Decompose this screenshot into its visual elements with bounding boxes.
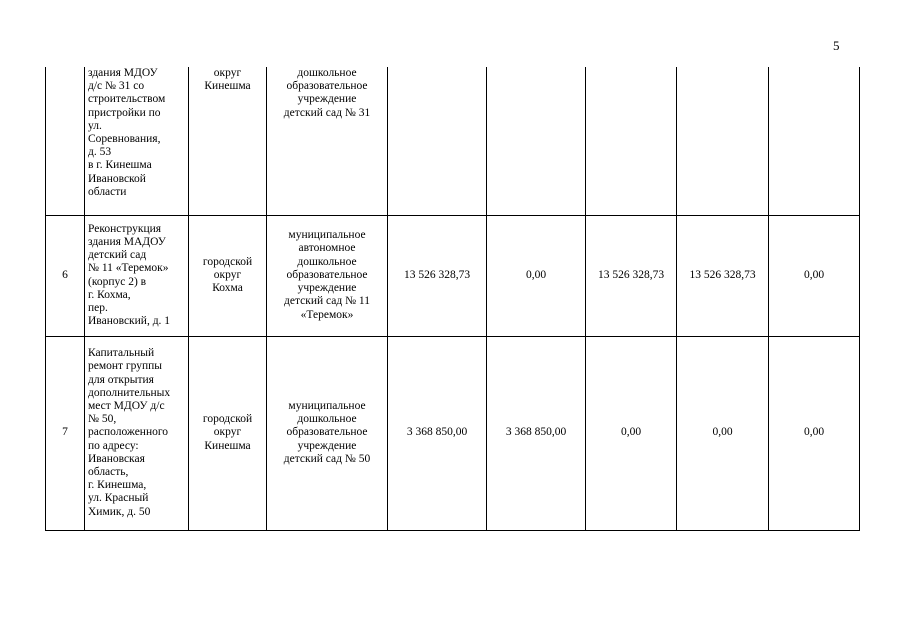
amount-cell bbox=[769, 67, 860, 215]
row-number-cell: 7 bbox=[46, 336, 85, 530]
amount-cell: 0,00 bbox=[677, 336, 769, 530]
page-number: 5 bbox=[833, 38, 840, 53]
object-cell: Капитальный ремонт группы для открытия дополнительных мест МДОУ д/с № 50, расположенного по адресу: Ивановская область, г. Кинешма, ул. Красный Химик, д. 50 bbox=[85, 336, 189, 530]
funding-table bbox=[45, 67, 860, 531]
institution-cell: дошкольное образовательное учреждение детский сад № 31 bbox=[267, 67, 388, 215]
amount-cell: 3 368 850,00 bbox=[487, 336, 586, 530]
amount-cell: 13 526 328,73 bbox=[677, 215, 769, 336]
municipality-cell: городской округ Кинешма bbox=[189, 336, 267, 530]
institution-cell: муниципальное дошкольное образовательное учреждение детский сад № 50 bbox=[267, 336, 388, 530]
amount-cell: 0,00 bbox=[487, 215, 586, 336]
amount-cell bbox=[586, 67, 677, 215]
object-cell: здания МДОУ д/с № 31 со строительством пристройки по ул. Соревнования, д. 53 в г. Кинешма Ивановской области bbox=[85, 67, 189, 215]
amount-cell: 0,00 bbox=[769, 336, 860, 530]
table-row bbox=[46, 336, 860, 530]
row-number-cell: 6 bbox=[46, 215, 85, 336]
row-number-cell bbox=[46, 67, 85, 215]
amount-cell: 3 368 850,00 bbox=[388, 336, 487, 530]
municipality-cell: городской округ Кохма bbox=[189, 215, 267, 336]
object-cell: Реконструкция здания МАДОУ детский сад № 11 «Теремок» (корпус 2) в г. Кохма, пер. Ивановский, д. 1 bbox=[85, 215, 189, 336]
institution-cell: муниципальное автономное дошкольное образовательное учреждение детский сад № 11 «Теремок» bbox=[267, 215, 388, 336]
amount-cell bbox=[487, 67, 586, 215]
amount-cell: 13 526 328,73 bbox=[388, 215, 487, 336]
amount-cell: 0,00 bbox=[769, 215, 860, 336]
table-row bbox=[46, 215, 860, 336]
municipality-cell: округ Кинешма bbox=[189, 67, 267, 215]
table-row bbox=[46, 67, 860, 215]
amount-cell: 13 526 328,73 bbox=[586, 215, 677, 336]
amount-cell bbox=[677, 67, 769, 215]
amount-cell: 0,00 bbox=[586, 336, 677, 530]
amount-cell bbox=[388, 67, 487, 215]
